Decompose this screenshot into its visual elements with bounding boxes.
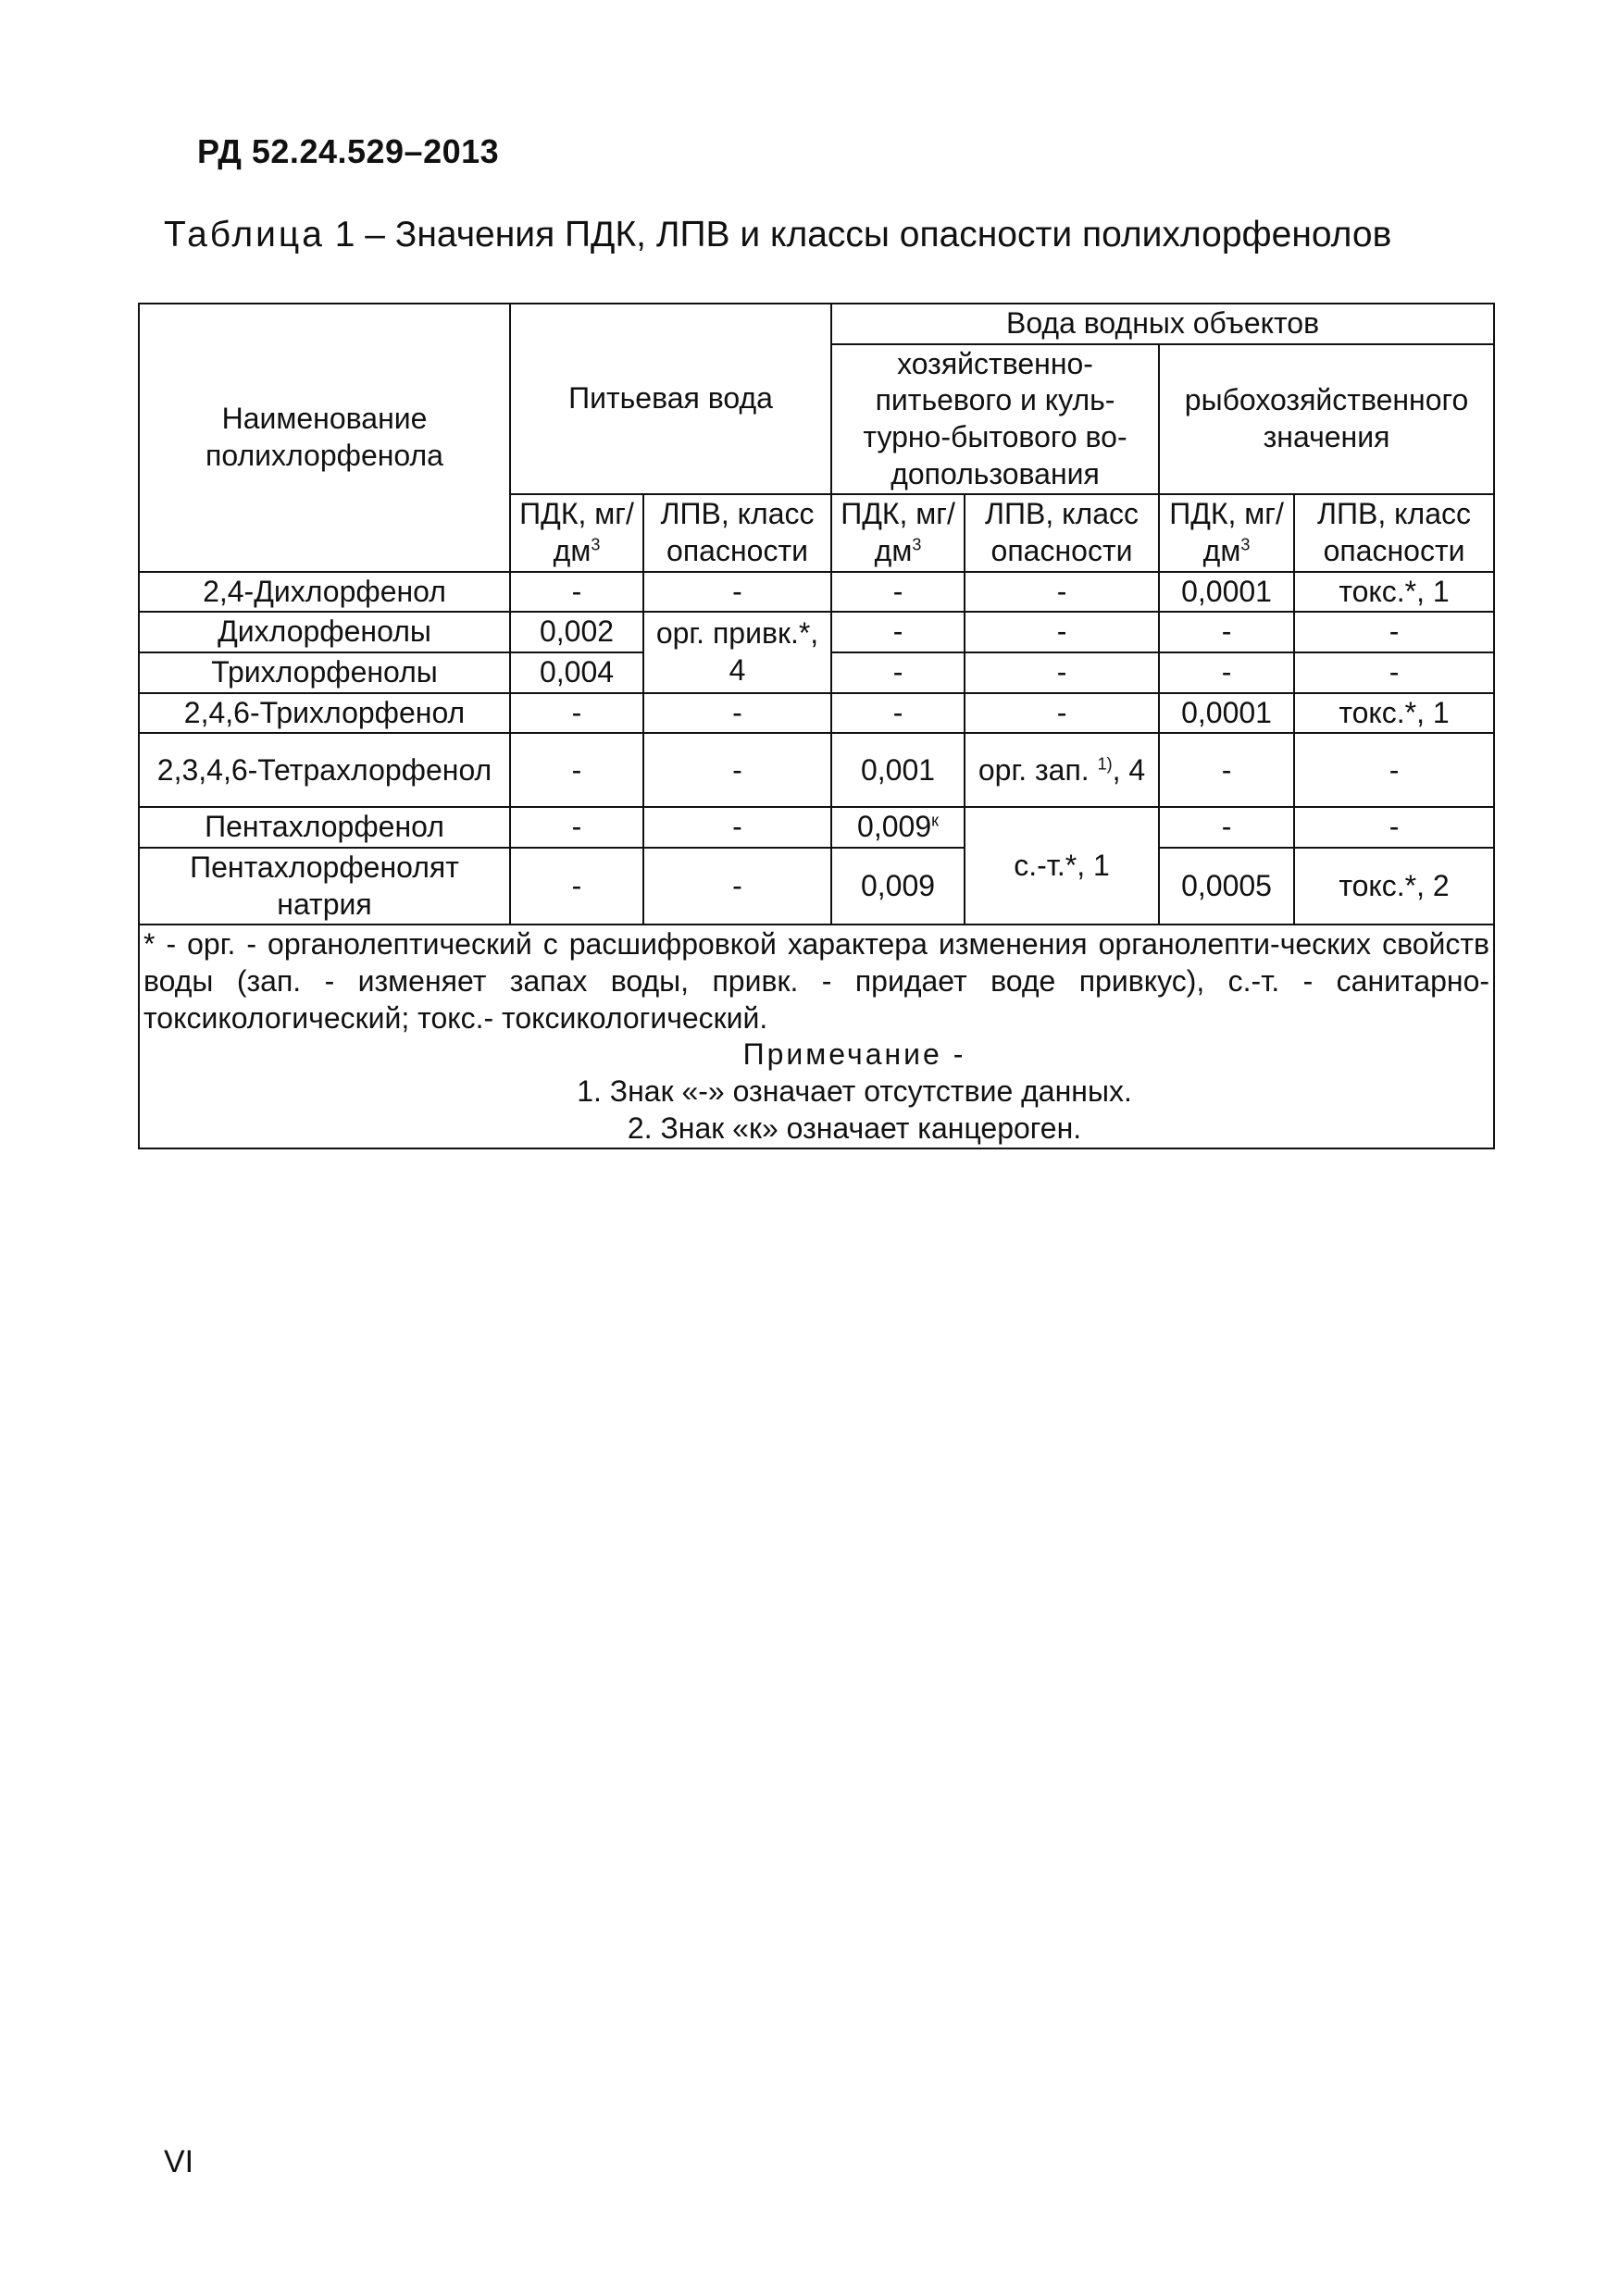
note-item: 2. Знак «к» означает канцероген. (627, 1111, 1082, 1145)
pdk-table (138, 303, 1495, 1149)
row-name: 2,3,4,6-Тетрахлорфенол (139, 733, 510, 807)
header-drinking-water: Питьевая вода (510, 304, 831, 494)
cell-value: - (1159, 652, 1294, 693)
table-title-text: 1 – Значения ПДК, ЛПВ и классы опасности полихлорфенолов (324, 215, 1392, 254)
cell-value: - (643, 572, 831, 613)
cell-value: - (643, 733, 831, 807)
cell-value: - (1294, 652, 1494, 693)
footnote: * - орг. - органолептический с расшифровкой характера изменения органолепти-ческих свойств воды (зап. - изменяет запах воды, привк. - придает воде привкус), с.-т. - санитарно-токсикологический; токс.- токсикологический. (143, 927, 1490, 1035)
subheader-pdk-household: ПДК, $мг/дм^3$ (831, 494, 965, 571)
table-row (139, 807, 1494, 848)
cell-value: - (510, 848, 643, 925)
page-number: VI (164, 2144, 194, 2179)
subheader-lpv-fishery: ЛПВ, класс опасности (1294, 494, 1494, 571)
cell-value: - (965, 652, 1159, 693)
cell-value: - (831, 612, 965, 652)
cell-value: - (1294, 807, 1494, 848)
cell-value: - (831, 572, 965, 613)
cell-value: токс.*, 1 (1294, 693, 1494, 734)
document-code: РД 52.24.529–2013 (197, 132, 500, 170)
subheader-lpv-household: ЛПВ, класс опасности (965, 494, 1159, 571)
cell-value: орг. привк.*, 4 (643, 612, 831, 692)
cell-value: - (965, 693, 1159, 734)
row-name: 2,4-Дихлорфенол (139, 572, 510, 613)
cell-value: с.-т.*, 1 (965, 807, 1159, 925)
row-name: Пентахлорфенолят натрия (139, 848, 510, 925)
cell-value: - (831, 652, 965, 693)
header-household-use: хозяйственно-питьевого и куль-турно-бытового во-допользования (831, 344, 1159, 495)
header-fishery: рыбохозяйственного значения (1159, 344, 1494, 495)
row-name: Дихлорфенолы (139, 612, 510, 652)
row-name: 2,4,6-Трихлорфенол (139, 693, 510, 734)
table-notes (139, 925, 1494, 1148)
cell-value: - (510, 572, 643, 613)
note-item: 1. Знак «-» означает отсутствие данных. (577, 1074, 1132, 1109)
cell-value: - (1294, 733, 1494, 807)
cell-value: 0,004 (510, 652, 643, 693)
notes-row (139, 925, 1494, 1148)
cell-value: - (1159, 612, 1294, 652)
cell-value: - (1159, 807, 1294, 848)
cell-value: 0,0001 (1159, 572, 1294, 613)
cell-value: орг. зап. $^{1)}$, 4 (965, 733, 1159, 807)
cell-value: - (510, 733, 643, 807)
cell-value: токс.*, 1 (1294, 572, 1494, 613)
cell-value: - (643, 807, 831, 848)
cell-value: 0,009 (831, 848, 965, 925)
row-name: Пентахлорфенол (139, 807, 510, 848)
table-row (139, 733, 1494, 807)
table-row (139, 693, 1494, 734)
cell-value: 0,0005 (1159, 848, 1294, 925)
header-substance-name: Наименование полихлорфенола (139, 304, 510, 572)
table-title-label: Таблица (164, 215, 325, 254)
cell-value: 0,0001 (1159, 693, 1294, 734)
cell-value: - (965, 572, 1159, 613)
cell-value: - (643, 693, 831, 734)
cell-value: - (510, 807, 643, 848)
cell-value: $0,009^к$ (831, 807, 965, 848)
cell-value: - (831, 693, 965, 734)
header-water-objects: Вода водных объектов (831, 304, 1494, 344)
cell-value: - (510, 693, 643, 734)
table-row (139, 848, 1494, 925)
cell-value: токс.*, 2 (1294, 848, 1494, 925)
subheader-pdk-fishery: ПДК, $мг/дм^3$ (1159, 494, 1294, 571)
cell-value: 0,001 (831, 733, 965, 807)
cell-value: - (965, 612, 1159, 652)
cell-value: - (1294, 612, 1494, 652)
cell-value: - (643, 848, 831, 925)
note-heading: Примечание - (742, 1037, 966, 1072)
table-row (139, 612, 1494, 652)
table-row (139, 572, 1494, 613)
subheader-lpv-drinking: ЛПВ, класс опасности (643, 494, 831, 571)
cell-value: - (1159, 733, 1294, 807)
table-title (164, 215, 1391, 255)
subheader-pdk-drinking: ПДК, $мг/дм^3$ (510, 494, 643, 571)
row-name: Трихлорфенолы (139, 652, 510, 693)
cell-value: 0,002 (510, 612, 643, 652)
